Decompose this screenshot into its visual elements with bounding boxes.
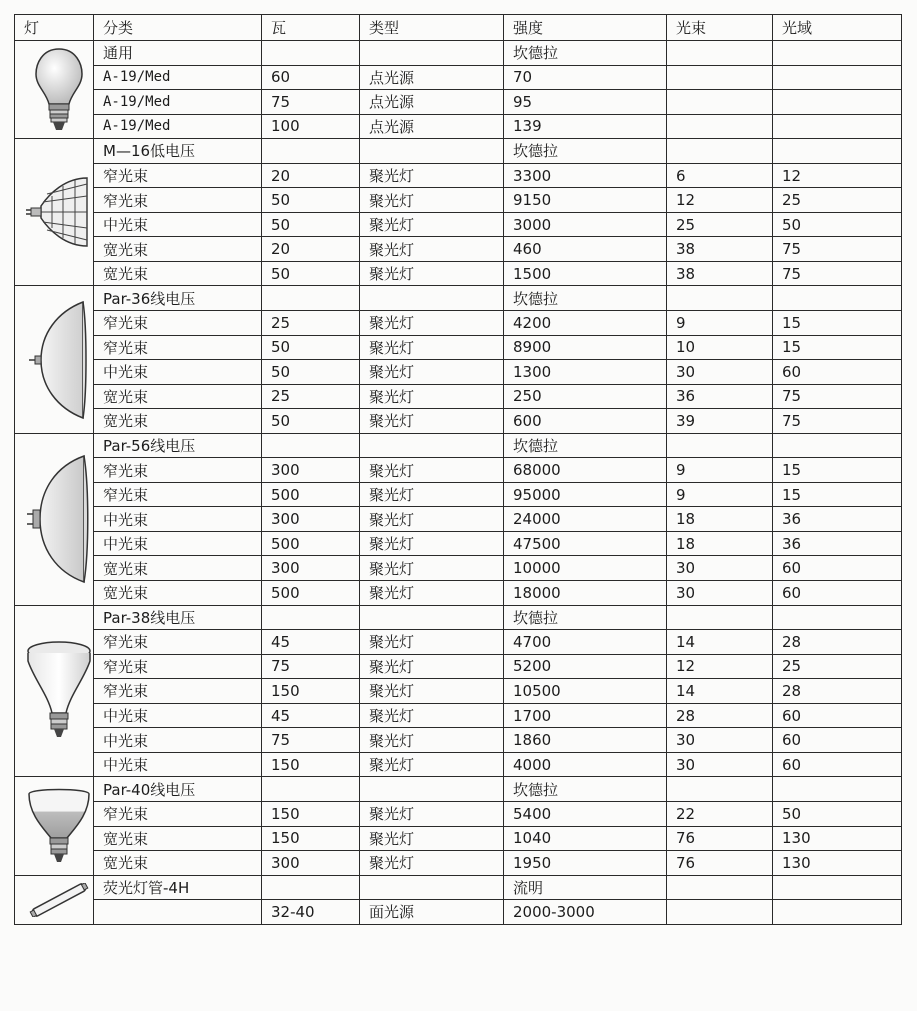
cell-category: 宽光束 xyxy=(94,556,262,581)
cell-beam: 30 xyxy=(667,581,773,606)
cell-beam xyxy=(667,777,773,802)
table-row xyxy=(15,581,902,606)
cell-category: A-19/Med xyxy=(94,90,262,115)
cell-field: 12 xyxy=(773,163,902,188)
cell-intensity: 460 xyxy=(504,237,667,262)
cell-watts: 150 xyxy=(262,801,360,826)
cell-watts: 32-40 xyxy=(262,900,360,925)
cell-beam xyxy=(667,114,773,139)
cell-field xyxy=(773,433,902,458)
incandescent-bulb-icon xyxy=(24,46,93,134)
table-row xyxy=(15,900,902,925)
cell-watts: 45 xyxy=(262,703,360,728)
cell-beam: 9 xyxy=(667,458,773,483)
cell-field: 25 xyxy=(773,654,902,679)
cell-type: 聚光灯 xyxy=(360,360,504,385)
cell-watts xyxy=(262,777,360,802)
cell-type xyxy=(360,139,504,164)
cell-field: 130 xyxy=(773,826,902,851)
cell-type xyxy=(360,286,504,311)
cell-category: 中光束 xyxy=(94,728,262,753)
lamp-spec-table xyxy=(14,14,902,925)
cell-field: 15 xyxy=(773,335,902,360)
cell-type: 聚光灯 xyxy=(360,654,504,679)
cell-type: 聚光灯 xyxy=(360,581,504,606)
cell-watts: 300 xyxy=(262,851,360,876)
cell-field xyxy=(773,114,902,139)
cell-type xyxy=(360,433,504,458)
lamp-image-cell xyxy=(15,139,94,286)
table-row xyxy=(15,556,902,581)
cell-type xyxy=(360,41,504,66)
cell-watts: 20 xyxy=(262,237,360,262)
cell-field: 60 xyxy=(773,581,902,606)
lamp-image-cell xyxy=(15,777,94,875)
lamp-image-cell xyxy=(15,433,94,605)
par36-lamp-icon xyxy=(24,298,93,422)
cell-intensity: 2000-3000 xyxy=(504,900,667,925)
cell-type: 聚光灯 xyxy=(360,335,504,360)
cell-watts xyxy=(262,605,360,630)
table-row xyxy=(15,360,902,385)
cell-category: 中光束 xyxy=(94,752,262,777)
group-title-row xyxy=(15,777,902,802)
cell-intensity: 95000 xyxy=(504,482,667,507)
cell-beam: 12 xyxy=(667,188,773,213)
cell-beam: 30 xyxy=(667,728,773,753)
header-beam: 光束 xyxy=(667,15,773,41)
cell-type: 聚光灯 xyxy=(360,237,504,262)
cell-category: 窄光束 xyxy=(94,654,262,679)
cell-beam: 28 xyxy=(667,703,773,728)
cell-field xyxy=(773,900,902,925)
cell-watts: 75 xyxy=(262,728,360,753)
cell-watts: 300 xyxy=(262,507,360,532)
cell-watts: 50 xyxy=(262,188,360,213)
table-row xyxy=(15,654,902,679)
cell-watts: 150 xyxy=(262,679,360,704)
cell-category: 窄光束 xyxy=(94,335,262,360)
table-row xyxy=(15,679,902,704)
cell-watts: 25 xyxy=(262,384,360,409)
cell-category: 宽光束 xyxy=(94,409,262,434)
cell-type: 聚光灯 xyxy=(360,556,504,581)
cell-category: 中光束 xyxy=(94,703,262,728)
cell-field: 75 xyxy=(773,237,902,262)
cell-field xyxy=(773,777,902,802)
table-row xyxy=(15,752,902,777)
cell-beam: 39 xyxy=(667,409,773,434)
cell-intensity: 1500 xyxy=(504,261,667,286)
cell-field: 130 xyxy=(773,851,902,876)
cell-intensity: 1300 xyxy=(504,360,667,385)
cell-watts xyxy=(262,875,360,900)
cell-intensity: 9150 xyxy=(504,188,667,213)
cell-intensity: 139 xyxy=(504,114,667,139)
cell-beam: 30 xyxy=(667,752,773,777)
cell-watts: 50 xyxy=(262,335,360,360)
par38-lamp-icon xyxy=(24,639,93,743)
group-title-row xyxy=(15,286,902,311)
cell-beam: 18 xyxy=(667,531,773,556)
header-intensity: 强度 xyxy=(504,15,667,41)
group-intensity-unit: 坎德拉 xyxy=(504,433,667,458)
cell-beam xyxy=(667,286,773,311)
cell-field: 15 xyxy=(773,311,902,336)
cell-field: 60 xyxy=(773,703,902,728)
table-row xyxy=(15,409,902,434)
cell-type: 聚光灯 xyxy=(360,163,504,188)
cell-intensity: 10500 xyxy=(504,679,667,704)
cell-watts: 500 xyxy=(262,531,360,556)
header-field: 光域 xyxy=(773,15,902,41)
cell-category: A-19/Med xyxy=(94,65,262,90)
group-title-row xyxy=(15,875,902,900)
group-title-row xyxy=(15,605,902,630)
table-row xyxy=(15,458,902,483)
cell-type: 聚光灯 xyxy=(360,630,504,655)
table-row xyxy=(15,728,902,753)
cell-type: 聚光灯 xyxy=(360,507,504,532)
header-row xyxy=(15,15,902,41)
cell-type: 聚光灯 xyxy=(360,801,504,826)
cell-intensity: 68000 xyxy=(504,458,667,483)
table-row xyxy=(15,507,902,532)
par56-lamp-icon xyxy=(24,452,93,586)
cell-category: 宽光束 xyxy=(94,826,262,851)
cell-type: 聚光灯 xyxy=(360,728,504,753)
cell-field: 36 xyxy=(773,531,902,556)
cell-beam xyxy=(667,139,773,164)
group-title: 荧光灯管-4H xyxy=(94,875,262,900)
cell-watts: 500 xyxy=(262,482,360,507)
cell-beam: 76 xyxy=(667,826,773,851)
cell-field xyxy=(773,286,902,311)
table-row xyxy=(15,531,902,556)
cell-beam: 76 xyxy=(667,851,773,876)
cell-beam xyxy=(667,605,773,630)
cell-category: 中光束 xyxy=(94,531,262,556)
cell-watts: 50 xyxy=(262,409,360,434)
cell-beam: 9 xyxy=(667,311,773,336)
table-row xyxy=(15,261,902,286)
fluorescent-tube-icon xyxy=(24,883,93,917)
cell-category: 宽光束 xyxy=(94,851,262,876)
cell-watts: 500 xyxy=(262,581,360,606)
cell-watts: 100 xyxy=(262,114,360,139)
lamp-image-cell xyxy=(15,605,94,777)
cell-field: 28 xyxy=(773,630,902,655)
group-title: Par-36线电压 xyxy=(94,286,262,311)
cell-beam: 18 xyxy=(667,507,773,532)
group-intensity-unit: 坎德拉 xyxy=(504,777,667,802)
cell-type xyxy=(360,875,504,900)
cell-category: 窄光束 xyxy=(94,679,262,704)
cell-category: 窄光束 xyxy=(94,801,262,826)
cell-field: 75 xyxy=(773,409,902,434)
cell-intensity: 24000 xyxy=(504,507,667,532)
cell-intensity: 600 xyxy=(504,409,667,434)
cell-watts xyxy=(262,433,360,458)
table-row xyxy=(15,703,902,728)
cell-type: 聚光灯 xyxy=(360,851,504,876)
header-category: 分类 xyxy=(94,15,262,41)
cell-watts: 75 xyxy=(262,90,360,115)
cell-field: 50 xyxy=(773,801,902,826)
cell-category: A-19/Med xyxy=(94,114,262,139)
cell-field: 75 xyxy=(773,261,902,286)
cell-category: 宽光束 xyxy=(94,581,262,606)
table-row xyxy=(15,212,902,237)
cell-field: 50 xyxy=(773,212,902,237)
cell-field: 75 xyxy=(773,384,902,409)
cell-field: 28 xyxy=(773,679,902,704)
mr16-reflector-icon xyxy=(24,172,93,252)
cell-field xyxy=(773,875,902,900)
cell-type: 聚光灯 xyxy=(360,311,504,336)
cell-field xyxy=(773,605,902,630)
cell-type: 聚光灯 xyxy=(360,409,504,434)
cell-category: 窄光束 xyxy=(94,188,262,213)
cell-watts xyxy=(262,139,360,164)
par40-lamp-icon xyxy=(24,784,93,868)
table-row xyxy=(15,163,902,188)
cell-beam: 9 xyxy=(667,482,773,507)
cell-type: 聚光灯 xyxy=(360,458,504,483)
cell-type xyxy=(360,777,504,802)
cell-intensity: 250 xyxy=(504,384,667,409)
group-title: 通用 xyxy=(94,41,262,66)
cell-intensity: 4200 xyxy=(504,311,667,336)
cell-category: 中光束 xyxy=(94,212,262,237)
cell-beam xyxy=(667,65,773,90)
cell-category: 窄光束 xyxy=(94,630,262,655)
cell-intensity: 8900 xyxy=(504,335,667,360)
cell-beam: 25 xyxy=(667,212,773,237)
cell-field: 60 xyxy=(773,752,902,777)
cell-beam: 38 xyxy=(667,261,773,286)
cell-beam xyxy=(667,90,773,115)
cell-category: 窄光束 xyxy=(94,482,262,507)
cell-watts: 300 xyxy=(262,556,360,581)
cell-watts: 150 xyxy=(262,826,360,851)
cell-field xyxy=(773,41,902,66)
cell-field: 25 xyxy=(773,188,902,213)
cell-beam: 14 xyxy=(667,630,773,655)
cell-beam: 30 xyxy=(667,360,773,385)
cell-intensity: 4000 xyxy=(504,752,667,777)
cell-intensity: 3000 xyxy=(504,212,667,237)
cell-intensity: 5200 xyxy=(504,654,667,679)
cell-field: 60 xyxy=(773,360,902,385)
cell-field: 15 xyxy=(773,482,902,507)
cell-beam xyxy=(667,900,773,925)
cell-category xyxy=(94,900,262,925)
cell-watts xyxy=(262,41,360,66)
table-row xyxy=(15,801,902,826)
table-row xyxy=(15,384,902,409)
cell-beam: 12 xyxy=(667,654,773,679)
cell-field: 36 xyxy=(773,507,902,532)
cell-type: 聚光灯 xyxy=(360,188,504,213)
cell-type: 聚光灯 xyxy=(360,679,504,704)
cell-category: 窄光束 xyxy=(94,458,262,483)
cell-field xyxy=(773,90,902,115)
cell-type: 聚光灯 xyxy=(360,384,504,409)
group-intensity-unit: 坎德拉 xyxy=(504,139,667,164)
cell-type: 面光源 xyxy=(360,900,504,925)
cell-category: 中光束 xyxy=(94,507,262,532)
table-row xyxy=(15,335,902,360)
cell-field: 15 xyxy=(773,458,902,483)
cell-intensity: 1700 xyxy=(504,703,667,728)
cell-beam xyxy=(667,875,773,900)
cell-beam: 36 xyxy=(667,384,773,409)
cell-watts: 25 xyxy=(262,311,360,336)
cell-category: 窄光束 xyxy=(94,311,262,336)
cell-intensity: 18000 xyxy=(504,581,667,606)
cell-intensity: 10000 xyxy=(504,556,667,581)
cell-type: 聚光灯 xyxy=(360,826,504,851)
cell-field: 60 xyxy=(773,728,902,753)
cell-watts xyxy=(262,286,360,311)
cell-watts: 20 xyxy=(262,163,360,188)
cell-type: 聚光灯 xyxy=(360,261,504,286)
group-title-row xyxy=(15,433,902,458)
table-row xyxy=(15,114,902,139)
cell-watts: 50 xyxy=(262,212,360,237)
cell-intensity: 95 xyxy=(504,90,667,115)
cell-type: 点光源 xyxy=(360,114,504,139)
group-intensity-unit: 坎德拉 xyxy=(504,286,667,311)
cell-intensity: 5400 xyxy=(504,801,667,826)
cell-type: 聚光灯 xyxy=(360,482,504,507)
cell-beam: 38 xyxy=(667,237,773,262)
cell-watts: 45 xyxy=(262,630,360,655)
cell-intensity: 1860 xyxy=(504,728,667,753)
table-row xyxy=(15,826,902,851)
cell-type: 聚光灯 xyxy=(360,212,504,237)
group-title: Par-38线电压 xyxy=(94,605,262,630)
lamp-image-cell xyxy=(15,41,94,139)
group-title: M—16低电压 xyxy=(94,139,262,164)
cell-watts: 150 xyxy=(262,752,360,777)
group-title-row xyxy=(15,139,902,164)
cell-watts: 50 xyxy=(262,261,360,286)
cell-intensity: 1040 xyxy=(504,826,667,851)
cell-beam: 6 xyxy=(667,163,773,188)
cell-type: 聚光灯 xyxy=(360,752,504,777)
cell-type: 聚光灯 xyxy=(360,703,504,728)
cell-beam: 14 xyxy=(667,679,773,704)
group-title: Par-40线电压 xyxy=(94,777,262,802)
cell-beam xyxy=(667,433,773,458)
cell-intensity: 70 xyxy=(504,65,667,90)
cell-watts: 75 xyxy=(262,654,360,679)
cell-type: 点光源 xyxy=(360,65,504,90)
cell-field xyxy=(773,65,902,90)
table-row xyxy=(15,65,902,90)
group-intensity-unit: 流明 xyxy=(504,875,667,900)
table-row xyxy=(15,90,902,115)
cell-beam xyxy=(667,41,773,66)
cell-intensity: 47500 xyxy=(504,531,667,556)
header-lamp: 灯 xyxy=(15,15,94,41)
cell-type xyxy=(360,605,504,630)
group-title: Par-56线电压 xyxy=(94,433,262,458)
table-row xyxy=(15,851,902,876)
cell-category: 中光束 xyxy=(94,360,262,385)
cell-beam: 30 xyxy=(667,556,773,581)
cell-type: 点光源 xyxy=(360,90,504,115)
cell-beam: 10 xyxy=(667,335,773,360)
cell-field: 60 xyxy=(773,556,902,581)
group-intensity-unit: 坎德拉 xyxy=(504,605,667,630)
cell-watts: 50 xyxy=(262,360,360,385)
table-row xyxy=(15,630,902,655)
header-type: 类型 xyxy=(360,15,504,41)
cell-intensity: 1950 xyxy=(504,851,667,876)
lamp-image-cell xyxy=(15,875,94,924)
table-row xyxy=(15,188,902,213)
cell-type: 聚光灯 xyxy=(360,531,504,556)
cell-category: 宽光束 xyxy=(94,237,262,262)
header-watts: 瓦 xyxy=(262,15,360,41)
group-intensity-unit: 坎德拉 xyxy=(504,41,667,66)
table-row xyxy=(15,237,902,262)
cell-category: 窄光束 xyxy=(94,163,262,188)
table-row xyxy=(15,311,902,336)
group-title-row xyxy=(15,41,902,66)
cell-watts: 60 xyxy=(262,65,360,90)
cell-watts: 300 xyxy=(262,458,360,483)
cell-category: 宽光束 xyxy=(94,384,262,409)
cell-intensity: 3300 xyxy=(504,163,667,188)
cell-intensity: 4700 xyxy=(504,630,667,655)
cell-category: 宽光束 xyxy=(94,261,262,286)
cell-beam: 22 xyxy=(667,801,773,826)
lamp-image-cell xyxy=(15,286,94,433)
cell-field xyxy=(773,139,902,164)
table-row xyxy=(15,482,902,507)
